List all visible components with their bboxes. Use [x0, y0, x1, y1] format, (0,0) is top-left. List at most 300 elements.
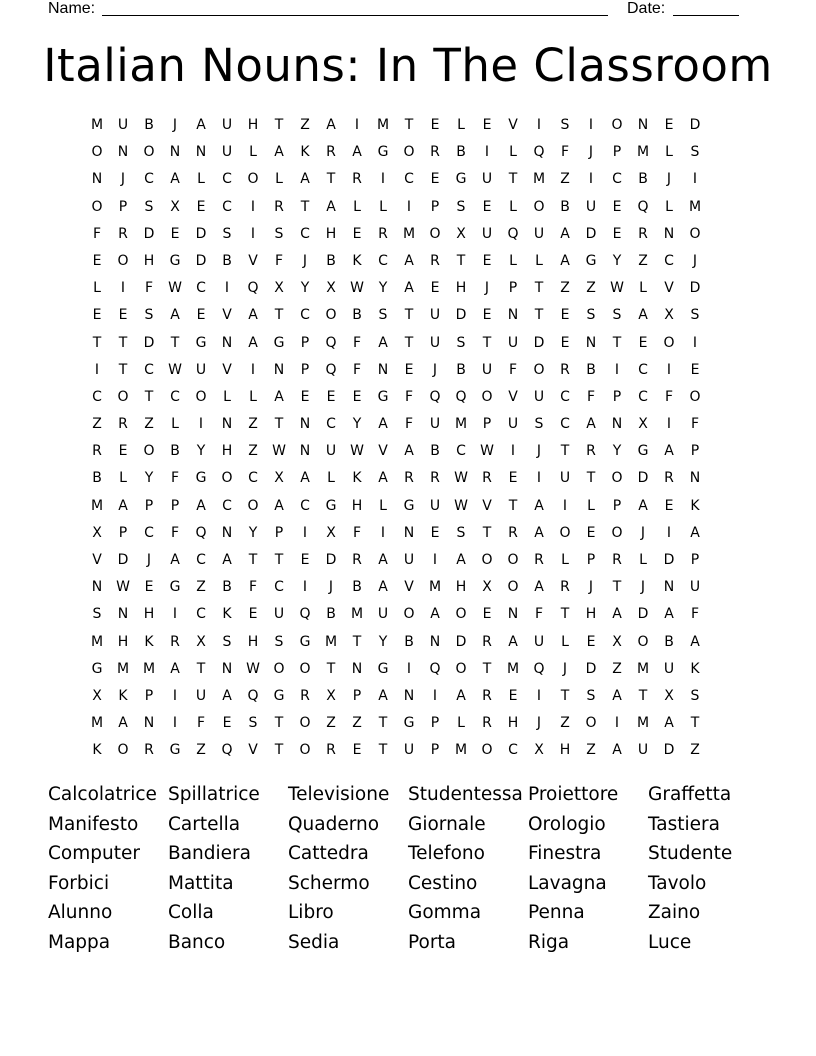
- grid-letter: W: [480, 443, 494, 460]
- grid-letter: U: [507, 334, 519, 351]
- grid-letter: X: [326, 524, 336, 541]
- grid-letter: A: [378, 470, 388, 487]
- grid-letter: Z: [586, 280, 596, 297]
- grid-letter: T: [274, 117, 284, 133]
- grid-letter: F: [690, 416, 700, 433]
- grid-letter: A: [534, 497, 544, 514]
- grid-letter: A: [248, 334, 258, 351]
- grid-letter: L: [509, 144, 517, 161]
- grid-letter: B: [456, 144, 466, 161]
- grid-letter: U: [195, 687, 207, 704]
- grid-letter: E: [430, 117, 440, 133]
- grid-letter: T: [560, 687, 570, 704]
- grid-letter: C: [144, 171, 154, 188]
- grid-letter: S: [144, 198, 154, 215]
- grid-letter: I: [588, 171, 594, 188]
- grid-letter: G: [377, 144, 389, 161]
- grid-letter: S: [586, 307, 596, 324]
- word-list-item: Alunno: [48, 902, 113, 924]
- grid-letter: H: [247, 633, 259, 650]
- grid-letter: Y: [352, 416, 362, 433]
- grid-letter: F: [92, 225, 102, 242]
- grid-letter: G: [455, 171, 467, 188]
- grid-letter: G: [169, 579, 181, 596]
- grid-letter: X: [326, 687, 336, 704]
- grid-letter: R: [482, 715, 492, 732]
- grid-letter: P: [144, 497, 154, 514]
- grid-letter: F: [248, 579, 258, 596]
- grid-letter: E: [300, 388, 310, 405]
- grid-letter: M: [90, 633, 104, 650]
- grid-letter: Z: [326, 715, 336, 732]
- grid-letter: G: [377, 388, 389, 405]
- grid-letter: E: [430, 280, 440, 297]
- grid-letter: Z: [196, 579, 206, 596]
- grid-letter: I: [588, 117, 594, 133]
- grid-letter: Q: [429, 388, 441, 405]
- grid-letter: V: [222, 361, 232, 378]
- grid-letter: M: [454, 416, 468, 433]
- grid-letter: A: [534, 579, 544, 596]
- grid-letter: F: [404, 416, 414, 433]
- grid-letter: S: [690, 687, 700, 704]
- grid-letter: O: [117, 388, 129, 405]
- grid-letter: L: [639, 280, 647, 297]
- grid-letter: R: [352, 171, 362, 188]
- grid-letter: L: [457, 715, 465, 732]
- grid-letter: W: [454, 497, 468, 514]
- grid-letter: J: [666, 171, 672, 188]
- grid-letter: A: [534, 524, 544, 541]
- grid-letter: O: [637, 633, 649, 650]
- grid-letter: O: [481, 388, 493, 405]
- grid-letter: H: [143, 606, 155, 623]
- grid-letter: O: [611, 524, 623, 541]
- grid-letter: X: [92, 524, 102, 541]
- grid-letter: L: [561, 633, 569, 650]
- grid-letter: R: [300, 687, 310, 704]
- grid-letter: E: [300, 552, 310, 568]
- grid-letter: N: [663, 225, 675, 242]
- grid-letter: G: [377, 660, 389, 677]
- grid-letter: P: [690, 443, 700, 460]
- grid-letter: B: [560, 198, 570, 215]
- grid-letter: T: [586, 470, 596, 487]
- grid-letter: U: [403, 742, 415, 759]
- grid-letter: T: [404, 307, 414, 324]
- grid-letter: E: [482, 606, 492, 623]
- grid-letter: N: [429, 633, 441, 650]
- grid-letter: B: [144, 117, 154, 133]
- grid-letter: E: [612, 225, 622, 242]
- grid-letter: T: [378, 715, 388, 732]
- grid-letter: O: [117, 252, 129, 269]
- grid-letter: Z: [144, 416, 154, 433]
- grid-letter: O: [455, 660, 467, 677]
- grid-letter: U: [481, 225, 493, 242]
- grid-letter: L: [197, 171, 205, 188]
- name-label: Name:: [48, 0, 96, 17]
- grid-letter: B: [664, 633, 674, 650]
- grid-letter: C: [300, 497, 310, 514]
- word-list-item: Lavagna: [528, 872, 607, 894]
- grid-letter: J: [484, 280, 490, 297]
- grid-letter: O: [507, 552, 519, 568]
- grid-letter: N: [143, 715, 155, 732]
- grid-letter: T: [326, 660, 336, 677]
- grid-letter: N: [299, 416, 311, 433]
- grid-letter: M: [636, 660, 650, 677]
- grid-letter: X: [664, 307, 674, 324]
- grid-letter: Z: [300, 117, 310, 133]
- grid-letter: N: [221, 660, 233, 677]
- grid-letter: C: [196, 606, 206, 623]
- grid-letter: A: [274, 497, 284, 514]
- grid-letter: I: [302, 524, 308, 541]
- grid-letter: G: [325, 497, 337, 514]
- grid-letter: R: [170, 633, 180, 650]
- grid-letter: U: [429, 497, 441, 514]
- grid-letter: N: [637, 117, 649, 133]
- grid-letter: A: [378, 552, 388, 568]
- grid-letter: X: [196, 633, 206, 650]
- grid-letter: O: [455, 606, 467, 623]
- grid-letter: F: [196, 715, 206, 732]
- grid-letter: I: [354, 117, 360, 133]
- grid-letter: P: [430, 198, 440, 215]
- grid-letter: T: [274, 307, 284, 324]
- grid-letter: M: [402, 225, 416, 242]
- grid-letter: T: [326, 171, 336, 188]
- grid-letter: S: [534, 416, 544, 433]
- grid-letter: A: [222, 687, 232, 704]
- word-list-item: Luce: [648, 931, 692, 953]
- grid-letter: F: [690, 606, 700, 623]
- grid-letter: I: [302, 579, 308, 596]
- grid-letter: O: [403, 144, 415, 161]
- grid-letter: M: [90, 715, 104, 732]
- grid-letter: X: [534, 742, 544, 759]
- grid-letter: P: [482, 416, 492, 433]
- grid-letter: N: [117, 606, 129, 623]
- grid-letter: K: [690, 497, 700, 514]
- grid-letter: R: [430, 252, 440, 269]
- grid-letter: L: [457, 117, 465, 133]
- grid-letter: D: [689, 117, 701, 133]
- grid-letter: N: [195, 144, 207, 161]
- grid-letter: U: [507, 416, 519, 433]
- grid-letter: C: [222, 497, 232, 514]
- grid-letter: E: [638, 334, 648, 351]
- grid-letter: G: [403, 715, 415, 732]
- grid-letter: Q: [455, 388, 467, 405]
- grid-letter: T: [352, 633, 362, 650]
- word-list-item: Spillatrice: [168, 784, 260, 805]
- grid-letter: C: [170, 388, 180, 405]
- grid-letter: G: [91, 660, 103, 677]
- grid-letter: U: [637, 742, 649, 759]
- grid-letter: J: [640, 579, 646, 596]
- grid-letter: O: [533, 198, 545, 215]
- grid-letter: P: [612, 497, 622, 514]
- grid-letter: P: [118, 524, 128, 541]
- grid-letter: O: [91, 144, 103, 161]
- grid-letter: E: [196, 307, 206, 324]
- grid-letter: A: [638, 307, 648, 324]
- grid-letter: S: [274, 225, 284, 242]
- grid-letter: V: [248, 742, 258, 759]
- grid-letter: P: [430, 742, 440, 759]
- grid-letter: U: [429, 334, 441, 351]
- name-blank-line: [102, 15, 608, 16]
- grid-letter: S: [248, 715, 258, 732]
- grid-letter: A: [378, 334, 388, 351]
- grid-letter: W: [454, 470, 468, 487]
- grid-letter: R: [404, 470, 414, 487]
- grid-letter: E: [508, 470, 518, 487]
- grid-letter: O: [429, 225, 441, 242]
- grid-letter: U: [429, 416, 441, 433]
- grid-letter: I: [562, 497, 568, 514]
- grid-letter: O: [325, 307, 337, 324]
- grid-letter: Z: [92, 416, 102, 433]
- grid-letter: D: [637, 470, 649, 487]
- grid-letter: A: [196, 497, 206, 514]
- grid-letter: U: [533, 225, 545, 242]
- grid-letter: B: [352, 579, 362, 596]
- grid-letter: D: [663, 552, 675, 568]
- word-list-item: Riga: [528, 931, 570, 953]
- grid-letter: B: [430, 443, 440, 460]
- word-list-item: Cattedra: [288, 843, 369, 865]
- grid-letter: C: [378, 252, 388, 269]
- grid-letter: M: [90, 497, 104, 514]
- grid-letter: W: [116, 579, 130, 596]
- word-list-item: Telefono: [408, 843, 485, 865]
- grid-letter: I: [250, 225, 256, 242]
- grid-letter: L: [665, 144, 673, 161]
- date-label: Date:: [627, 0, 666, 17]
- grid-letter: L: [275, 171, 283, 188]
- grid-letter: C: [326, 416, 336, 433]
- grid-letter: N: [91, 579, 103, 596]
- word-list-item: Gomma: [408, 902, 482, 924]
- grid-letter: N: [221, 524, 233, 541]
- grid-letter: D: [455, 307, 467, 324]
- grid-letter: F: [352, 334, 362, 351]
- grid-letter: L: [535, 252, 543, 269]
- grid-letter: H: [507, 715, 519, 732]
- grid-letter: H: [117, 633, 129, 650]
- grid-letter: A: [300, 171, 310, 188]
- grid-letter: S: [456, 198, 466, 215]
- grid-letter: S: [690, 307, 700, 324]
- grid-letter: G: [169, 252, 181, 269]
- grid-letter: E: [92, 307, 102, 324]
- grid-letter: K: [300, 144, 310, 161]
- grid-letter: C: [638, 388, 648, 405]
- grid-letter: F: [352, 361, 362, 378]
- grid-letter: D: [143, 225, 155, 242]
- grid-letter: X: [326, 280, 336, 297]
- grid-letter: A: [612, 742, 622, 759]
- grid-letter: X: [482, 579, 492, 596]
- grid-letter: B: [586, 361, 596, 378]
- grid-letter: O: [663, 334, 675, 351]
- grid-letter: S: [222, 225, 232, 242]
- grid-letter: R: [560, 361, 570, 378]
- grid-letter: L: [379, 497, 387, 514]
- grid-letter: A: [612, 606, 622, 623]
- grid-letter: J: [536, 715, 542, 732]
- grid-letter: A: [274, 388, 284, 405]
- grid-letter: R: [638, 225, 648, 242]
- grid-letter: T: [274, 416, 284, 433]
- grid-letter: C: [508, 742, 518, 759]
- grid-letter: F: [508, 361, 518, 378]
- grid-letter: S: [274, 633, 284, 650]
- word-list-item: Forbici: [48, 872, 110, 894]
- grid-letter: V: [378, 443, 388, 460]
- grid-letter: R: [482, 633, 492, 650]
- word-list: [48, 780, 768, 958]
- word-list-item: Mattita: [168, 872, 234, 894]
- grid-letter: U: [117, 117, 129, 133]
- grid-letter: I: [510, 443, 516, 460]
- grid-letter: J: [432, 361, 438, 378]
- grid-letter: K: [352, 470, 362, 487]
- grid-letter: Q: [299, 606, 311, 623]
- grid-letter: V: [222, 307, 232, 324]
- grid-letter: A: [352, 144, 362, 161]
- grid-letter: S: [92, 606, 102, 623]
- grid-letter: O: [507, 579, 519, 596]
- word-list-item: Libro: [288, 902, 334, 924]
- grid-letter: Y: [300, 280, 310, 297]
- grid-letter: C: [222, 171, 232, 188]
- grid-letter: N: [689, 470, 701, 487]
- grid-letter: E: [430, 524, 440, 541]
- grid-letter: U: [585, 198, 597, 215]
- grid-letter: C: [612, 171, 622, 188]
- grid-letter: O: [689, 225, 701, 242]
- grid-letter: M: [428, 579, 442, 596]
- grid-letter: O: [143, 144, 155, 161]
- grid-letter: O: [481, 552, 493, 568]
- grid-letter: A: [560, 225, 570, 242]
- grid-letter: A: [170, 171, 180, 188]
- grid-letter: O: [403, 606, 415, 623]
- grid-letter: J: [328, 579, 334, 596]
- word-list-item: Calcolatrice: [48, 784, 157, 805]
- grid-letter: L: [249, 144, 257, 161]
- grid-letter: T: [378, 742, 388, 759]
- grid-letter: A: [508, 633, 518, 650]
- grid-letter: O: [611, 117, 623, 133]
- grid-letter: A: [118, 497, 128, 514]
- word-list-item: Banco: [168, 931, 226, 953]
- grid-letter: V: [664, 280, 674, 297]
- grid-letter: B: [404, 633, 414, 650]
- grid-letter: H: [455, 579, 467, 596]
- grid-letter: D: [143, 334, 155, 351]
- grid-letter: L: [249, 388, 257, 405]
- grid-letter: A: [170, 307, 180, 324]
- grid-letter: G: [273, 334, 285, 351]
- grid-letter: S: [690, 144, 700, 161]
- grid-letter: C: [144, 361, 154, 378]
- grid-letter: A: [378, 579, 388, 596]
- grid-letter: K: [222, 606, 232, 623]
- grid-letter: O: [481, 742, 493, 759]
- word-list-item: Televisione: [288, 784, 390, 805]
- grid-letter: O: [195, 388, 207, 405]
- grid-letter: M: [636, 144, 650, 161]
- grid-letter: P: [144, 687, 154, 704]
- grid-letter: T: [170, 334, 180, 351]
- grid-letter: P: [274, 524, 284, 541]
- grid-letter: L: [587, 497, 595, 514]
- grid-letter: E: [586, 524, 596, 541]
- grid-letter: E: [352, 225, 362, 242]
- grid-letter: Y: [378, 633, 388, 650]
- grid-letter: Y: [196, 443, 206, 460]
- grid-letter: P: [300, 361, 310, 378]
- grid-letter: O: [299, 742, 311, 759]
- grid-letter: A: [690, 524, 700, 541]
- grid-letter: U: [403, 552, 415, 568]
- grid-letter: R: [534, 552, 544, 568]
- grid-letter: N: [117, 144, 129, 161]
- grid-letter: A: [300, 470, 310, 487]
- grid-letter: A: [222, 552, 232, 568]
- grid-letter: M: [142, 660, 156, 677]
- grid-letter: I: [172, 715, 178, 732]
- grid-letter: B: [352, 307, 362, 324]
- date-blank-line: [673, 15, 739, 16]
- grid-letter: T: [612, 579, 622, 596]
- grid-letter: N: [91, 171, 103, 188]
- word-list-item: Bandiera: [168, 843, 251, 865]
- grid-letter: T: [404, 334, 414, 351]
- word-list-item: Porta: [408, 931, 457, 953]
- grid-letter: Q: [325, 361, 337, 378]
- grid-letter: L: [509, 252, 517, 269]
- grid-letter: X: [612, 633, 622, 650]
- grid-letter: E: [690, 361, 700, 378]
- grid-letter: Y: [612, 443, 622, 460]
- header-line: [48, 0, 748, 20]
- grid-letter: I: [250, 198, 256, 215]
- grid-letter: Y: [248, 524, 258, 541]
- grid-letter: E: [482, 117, 492, 133]
- grid-letter: T: [248, 552, 258, 568]
- grid-letter: C: [222, 198, 232, 215]
- grid-letter: E: [586, 633, 596, 650]
- grid-letter: T: [560, 443, 570, 460]
- grid-letter: R: [326, 144, 336, 161]
- grid-letter: E: [170, 225, 180, 242]
- grid-letter: E: [664, 497, 674, 514]
- grid-letter: U: [663, 660, 675, 677]
- grid-letter: C: [92, 388, 102, 405]
- grid-letter: E: [222, 715, 232, 732]
- grid-letter: E: [352, 388, 362, 405]
- word-list-item: Mappa: [48, 931, 111, 953]
- grid-letter: U: [481, 171, 493, 188]
- grid-letter: N: [507, 606, 519, 623]
- word-list-item: Manifesto: [48, 813, 139, 835]
